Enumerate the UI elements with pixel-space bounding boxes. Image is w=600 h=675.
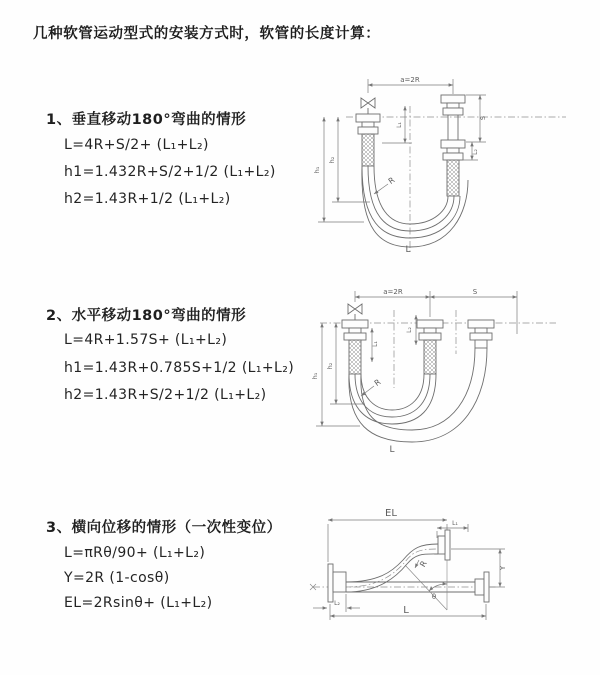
dimension-l1 xyxy=(382,106,412,143)
dim-label-h1: h₁ xyxy=(313,166,321,174)
dim-label-l1: L₁ xyxy=(396,122,403,128)
dim-label-y: Y xyxy=(499,565,507,571)
dimension-l2 xyxy=(313,594,360,612)
dim-label-l: L xyxy=(403,605,409,616)
dim-label-l2: L₂ xyxy=(472,149,479,155)
diagram-lateral-displacement xyxy=(298,498,600,644)
dimension-h1 xyxy=(313,117,364,222)
dimension-l1 xyxy=(437,520,468,538)
dim-label-s: S xyxy=(479,115,487,121)
valve-icon xyxy=(361,98,375,114)
dim-label-r: R xyxy=(386,175,397,186)
left-pipe-fitting xyxy=(342,320,368,374)
dim-label-a2r: a=2R xyxy=(383,288,403,296)
section2-formula-h1: h1=1.43R+0.785S+1/2 (L₁+L₂) xyxy=(64,360,295,376)
diagram-vertical-180-bend xyxy=(308,66,600,262)
dim-label-l: L xyxy=(405,245,411,255)
top-flange-fitting xyxy=(438,530,450,560)
dim-label-l2: L₂ xyxy=(334,600,340,607)
page-title: 几种软管运动型式的安装方式时，软管的长度计算： xyxy=(33,26,381,42)
dimension-l2 xyxy=(406,315,416,345)
section1-heading: 1、垂直移动180°弯曲的情形 xyxy=(46,112,247,128)
right-pipe-fitting xyxy=(468,320,494,348)
dim-label-h1: h₁ xyxy=(311,372,319,380)
section3-formula-l: L=πRθ/90+ (L₁+L₂) xyxy=(64,545,206,561)
hose-u-curves-position1 xyxy=(349,374,436,424)
hose-u-curves-position2 xyxy=(349,348,487,442)
dimension-a2r xyxy=(355,288,430,317)
dim-label-s: S xyxy=(472,288,478,296)
diagram-horizontal-180-bend xyxy=(308,278,600,464)
dim-label-l1: L₁ xyxy=(372,341,379,347)
left-pipe-fitting xyxy=(356,114,380,166)
braided-hose-section xyxy=(424,340,436,374)
braided-hose-section xyxy=(447,160,459,196)
section2-formula-l: L=4R+1.57S+ (L₁+L₂) xyxy=(64,332,228,348)
right-flange-fitting xyxy=(475,572,489,602)
dim-label-h2: h₂ xyxy=(326,362,334,370)
radius-leader xyxy=(374,175,397,194)
section3-heading: 3、横向位移的情形（一次性变位） xyxy=(46,520,282,536)
left-flange-fitting xyxy=(328,564,346,602)
dim-label-l1: L₁ xyxy=(452,520,458,527)
section3-formula-y: Y=2R (1-cosθ) xyxy=(64,570,170,586)
dim-label-h2: h₂ xyxy=(328,156,336,164)
section1-formula-h2: h2=1.43R+1/2 (L₁+L₂) xyxy=(64,191,231,207)
dim-label-l: L xyxy=(389,445,395,455)
right-pipe-fitting xyxy=(441,95,465,196)
dimension-s xyxy=(466,95,487,142)
section3-formula-el: EL=2Rsinθ+ (L₁+L₂) xyxy=(64,595,213,611)
dim-label-r: R xyxy=(418,559,429,569)
dim-label-r: R xyxy=(372,377,383,388)
valve-icon xyxy=(348,304,362,320)
braided-hose-section xyxy=(362,134,374,166)
radius-leader xyxy=(415,559,429,569)
dimension-a2r xyxy=(368,76,453,94)
dim-label-l2: L₂ xyxy=(406,327,413,333)
radius-leader xyxy=(361,377,383,396)
dimension-l1 xyxy=(372,328,379,362)
dim-label-el: EL xyxy=(385,508,397,519)
dim-label-a2r: a=2R xyxy=(400,76,420,84)
dimension-l xyxy=(330,604,486,620)
braided-hose-section xyxy=(349,340,361,374)
section2-formula-h2: h2=1.43R+S/2+1/2 (L₁+L₂) xyxy=(64,387,267,403)
section1-formula-h1: h1=1.432R+S/2+1/2 (L₁+L₂) xyxy=(64,164,276,180)
dim-label-theta: θ xyxy=(431,593,437,601)
section2-heading: 2、水平移动180°弯曲的情形 xyxy=(46,308,247,324)
section1-formula-l: L=4R+S/2+ (L₁+L₂) xyxy=(64,137,209,153)
middle-pipe-fitting xyxy=(417,320,443,374)
